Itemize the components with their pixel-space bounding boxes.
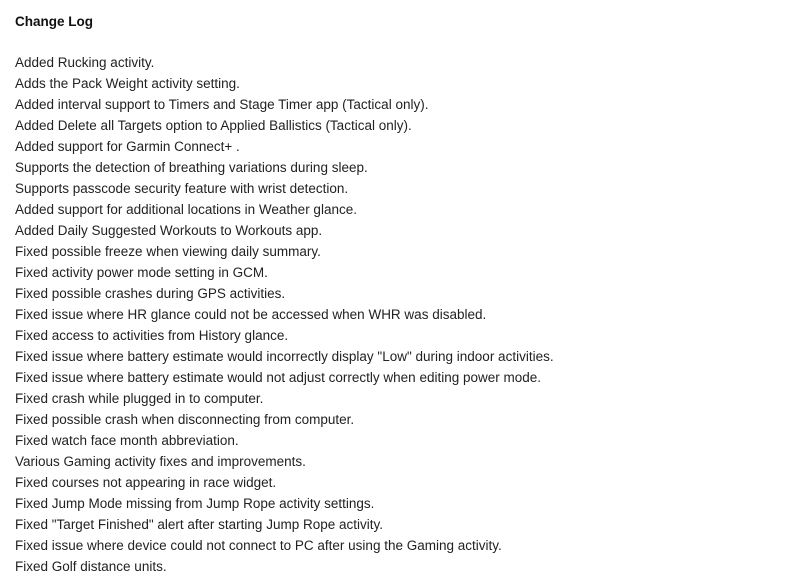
change-log-entry: Fixed possible crashes during GPS activities. [15,286,286,301]
change-log-entry: Fixed activity power mode setting in GCM. [15,265,268,280]
change-log-entry: Fixed issue where HR glance could not be accessed when WHR was disabled. [15,307,487,322]
page-title: Change Log [15,14,93,29]
change-log-list [15,52,785,577]
change-log-entry: Fixed possible freeze when viewing daily summary. [15,244,321,259]
change-log-entry: Fixed Golf distance units. [15,559,167,574]
change-log-entry: Added Delete all Targets option to Applied Ballistics (Tactical only). [15,118,412,133]
change-log-entry: Fixed possible crash when disconnecting from computer. [15,412,355,427]
change-log-entry: Adds the Pack Weight activity setting. [15,76,240,91]
change-log-entry: Fixed issue where battery estimate would incorrectly display "Low" during indoor activities. [15,349,554,364]
change-log-entry: Supports the detection of breathing variations during sleep. [15,160,368,175]
change-log-entry: Fixed issue where device could not connect to PC after using the Gaming activity. [15,538,502,553]
change-log-entry: Fixed "Target Finished" alert after starting Jump Rope activity. [15,517,383,532]
change-log-entry: Added Rucking activity. [15,55,155,70]
change-log-page [15,11,785,574]
change-log-entry: Various Gaming activity fixes and improvements. [15,454,306,469]
change-log-entry: Added interval support to Timers and Stage Timer app (Tactical only). [15,97,429,112]
change-log-entry: Fixed Jump Mode missing from Jump Rope activity settings. [15,496,375,511]
change-log-entry: Supports passcode security feature with wrist detection. [15,181,349,196]
change-log-entry: Fixed issue where battery estimate would not adjust correctly when editing power mode. [15,370,542,385]
change-log-entry: Added support for Garmin Connect+ . [15,139,240,154]
change-log-entry: Fixed courses not appearing in race widget. [15,475,277,490]
change-log-entry: Fixed crash while plugged in to computer. [15,391,264,406]
change-log-entry: Fixed watch face month abbreviation. [15,433,239,448]
change-log-entry: Added Daily Suggested Workouts to Workouts app. [15,223,323,238]
change-log-entry: Added support for additional locations in Weather glance. [15,202,357,217]
change-log-entry: Fixed access to activities from History glance. [15,328,289,343]
